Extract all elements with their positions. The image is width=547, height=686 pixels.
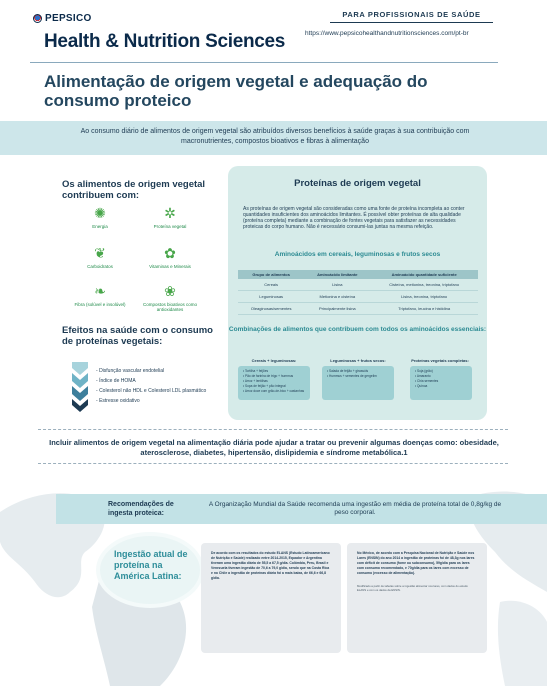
combo-title: Leguminosas + frutos secos: <box>330 358 386 363</box>
combo-box-complete <box>410 366 472 400</box>
intake-card-elans <box>201 543 341 653</box>
effect-item: - Disfunção vascular endotelial <box>96 368 165 374</box>
pepsico-globe-icon <box>33 14 42 23</box>
list-item: • Soja (grão) <box>415 369 433 373</box>
disease-statement: Incluir alimentos de origem vegetal na alimentação diária pode ajudar a tratar ou prevenir algumas doenças como: obesidade, aterosclerose, diabetes, hipertensão, dislipidemia e síndrome metabólica.1 <box>49 438 499 457</box>
panel-heading: Proteínas de origem vegetal <box>294 178 421 189</box>
audience-label: PARA PROFISSIONAIS DE SAÚDE <box>330 10 493 23</box>
recommendation-heading: Recomendações de ingesta proteica: <box>108 501 174 517</box>
column-header: Aminoácido quantidade suficiente <box>370 270 478 279</box>
divider-bottom <box>38 463 508 464</box>
effects-heading: Efeitos na saúde com o consumo de proteínas vegetais: <box>62 325 213 347</box>
brand-logo <box>33 13 92 24</box>
list-item: • Chia sementes <box>415 379 439 383</box>
column-header: Grupo de alimentos <box>238 270 304 279</box>
effects-list <box>96 366 206 406</box>
combo-box-cereals <box>238 366 310 400</box>
effect-item: - Índice de HOMA <box>96 378 136 384</box>
contribution-item: ✿ Vitaminas e Minerais <box>149 245 191 269</box>
column-header: Aminoácido limitante <box>304 270 370 279</box>
vitamins-icon: ✿ <box>164 245 176 261</box>
contribution-item: ❧ Fibra (solúvel e insolúvel) <box>74 283 126 307</box>
amino-table-heading: Aminoácidos em cereais, leguminosas e frutos secos <box>274 251 441 258</box>
list-item: • Sopa de feijão + pão integral <box>243 384 286 388</box>
table-header-row <box>238 270 478 279</box>
combinations-heading: Combinações de alimentos que contribuem com todos os aminoácidos essenciais: <box>228 326 487 333</box>
list-item: • Salada de feijão + girassóis <box>327 369 369 373</box>
decrease-arrows-icon <box>70 362 90 412</box>
list-item: • Hummus + sementes de gergelim <box>327 374 377 378</box>
subbrand-title: Health & Nutrition Sciences <box>44 31 286 52</box>
effect-item: - Estresse oxidativo <box>96 398 140 404</box>
combo-title: Proteínas vegetais completas: <box>411 358 469 363</box>
combo-title: Cereais + leguminosas: <box>251 358 297 363</box>
header-divider <box>30 62 498 63</box>
combo-box-legumes <box>322 366 394 400</box>
list-item: • Pão de farinha de trigo + hummus <box>243 374 294 378</box>
card-footnote: Modificado a partir de tabelas sobre a ingestão alimentar nos lares, com dados do estudo ELANS e com os dados da ENSIN. <box>357 584 468 592</box>
card-text: No México, de acordo com a Pesquisa Nacional de Nutrição e Saúde nos Lares (ENSIN) do ano 2014 a ingestão de proteínas foi de 48,3g nos lares com déficit de consumo (fome ou subconsumo), 59g/dia para os lares com consumo recomendado, e 70g/dia para os lares com excesso de consumo (excesso de alimentação). <box>357 551 475 575</box>
contribution-item: ❀ Compostos bioativos como antioxidantes <box>142 283 198 312</box>
recommendation-text: A Organização Mundial da Saúde recomenda uma ingestão em média de proteína total de 0,8g/kg de peso corporal. <box>208 501 502 516</box>
table-row: Leguminosas Metionina e cisteína Lisina, treonina, triptofano <box>238 291 478 303</box>
intake-heading: Ingestão atual de proteína na América Latina: <box>114 549 188 581</box>
intake-card-mexico <box>347 543 487 653</box>
contribution-item: ✺ Energia <box>92 205 108 229</box>
website-link[interactable]: https://www.pepsicohealthandnutritionsciences.com/pt-br <box>305 30 469 37</box>
amino-acid-table <box>238 270 478 315</box>
list-item: • Arroz doce com grão-de-bico + castanhas <box>243 389 305 393</box>
panel-text: As proteínas de origem vegetal são consideradas como uma fonte de proteína incompleta ao conter quantidades insuficientes dos aminoácidos limitantes. É possível obter proteínas de alta qualidade (proteína completa) mediante a combinação de fontes vegetais para satisfazer as necessidades proteicas do corpo humano. Não é necessário consumi-las juntas na mesma refeição. <box>243 206 465 230</box>
list-item: • Quinoa <box>415 384 428 388</box>
intro-text: Ao consumo diário de alimentos de origem vegetal são atribuídos diversos benefícios à saúde graças à sua contribuição com macronutrientes, compostos bioativos e fibras à alimentação <box>80 128 470 145</box>
bioactive-icon: ❀ <box>164 283 176 299</box>
table-row: Cereais Lisina Cisteína, metionina, treonina, triptofano <box>238 279 478 291</box>
carbohydrates-icon: ❦ <box>94 245 106 261</box>
energy-icon: ✺ <box>94 205 106 221</box>
contribution-item: ❦ Carboidratos <box>87 245 113 269</box>
protein-icon: ✲ <box>164 205 176 221</box>
list-item: • Arroz + lentilhas <box>243 379 268 383</box>
list-item: • Tortilha + feijões <box>243 369 269 373</box>
divider-top <box>38 429 508 430</box>
contribution-item: ✲ Proteína vegetal <box>153 205 187 229</box>
fiber-icon: ❧ <box>94 283 106 299</box>
contributions-heading: Os alimentos de origem vegetal contribuem com: <box>62 179 206 201</box>
brand-name: PEPSICO <box>45 13 92 24</box>
effect-item: - Colesterol não HDL e Colesterol LDL plasmático <box>96 388 207 394</box>
list-item: • Amaranto <box>415 374 431 378</box>
table-row: Oleaginosas/sementes Principalmente lisina Triptofano, leucina e histidina <box>238 303 478 315</box>
page-title: Alimentação de origem vegetal e adequação do consumo proteico <box>44 72 428 110</box>
card-text: De acordo com os resultados do estudo ELANS (Estudo Latinoamericano de Nutrição e Saúde) realizado entre 2014-2015, Equador e Argentina tiveram uma ingestão diária de 55,5 a 67,5 g/dia. Colômbia, Peru, Brasil e Venezuela tiveram ingestão de 70,6 a 79,0 g/dia, sendo que na Costa Rica e no Chile a ingestão de proteínas diária foi a mais baixa, de 66,6 e 66,8 g/dia. <box>211 551 330 580</box>
